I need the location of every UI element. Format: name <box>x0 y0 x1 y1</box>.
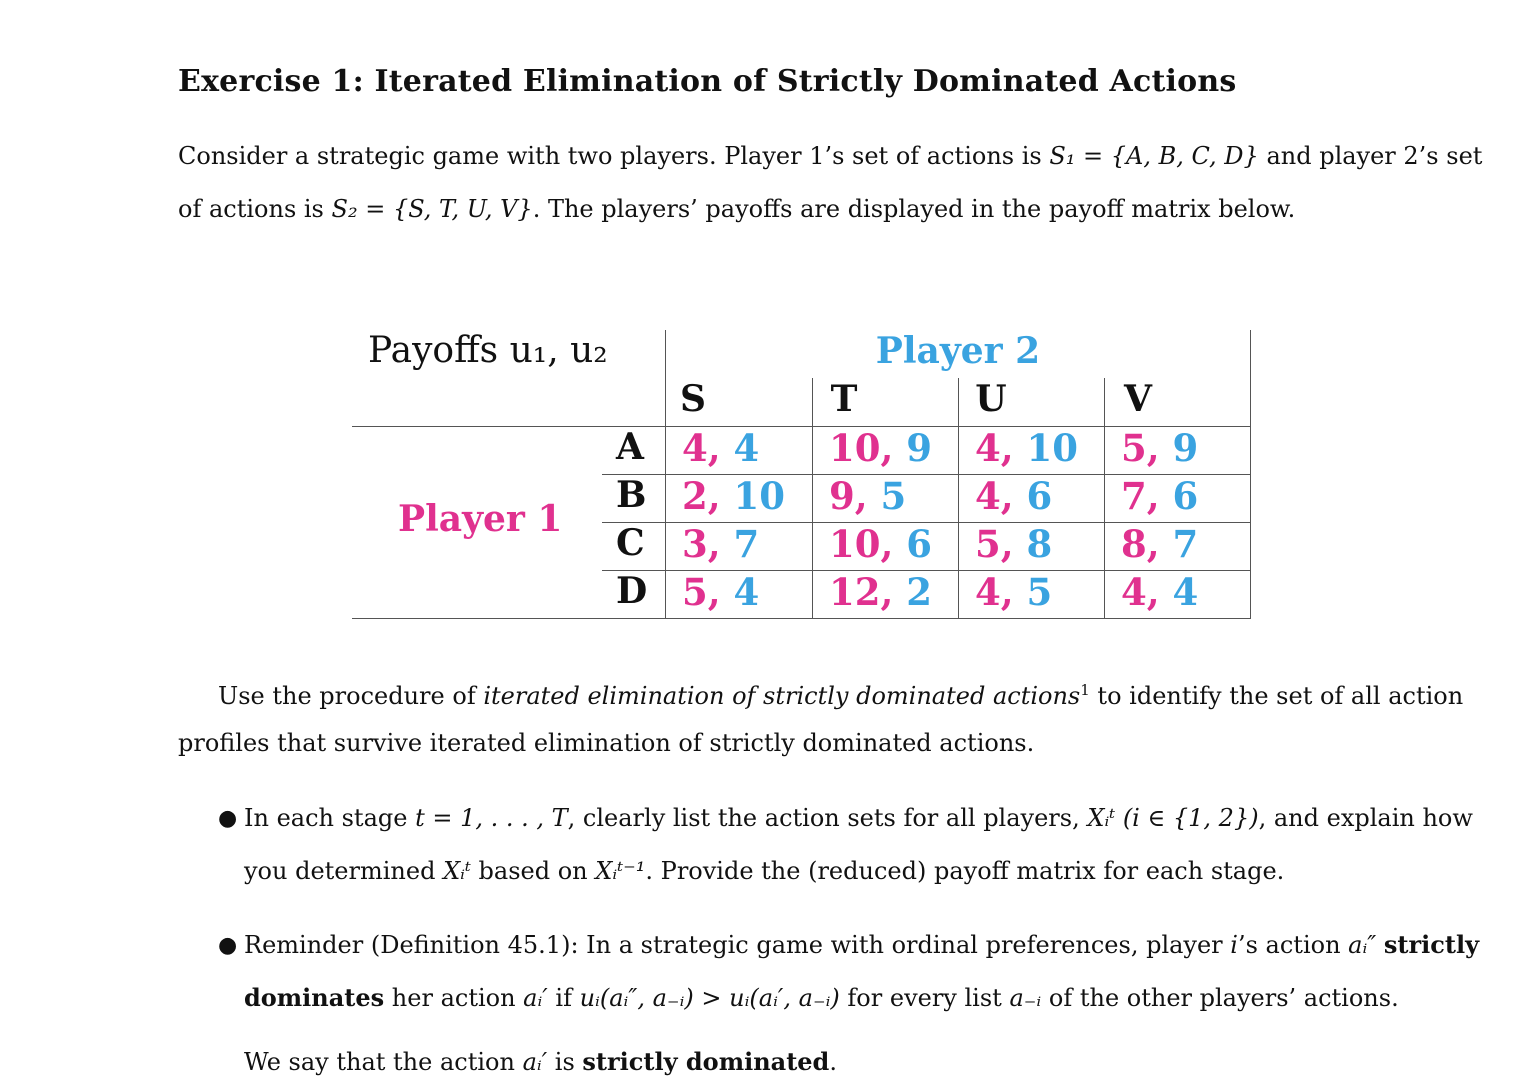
bullet-text: , and explain how <box>1258 804 1473 832</box>
row-header-a: A <box>616 426 644 468</box>
column-header-u: U <box>975 378 1007 420</box>
math-stages: t = 1, . . . , T <box>415 804 568 832</box>
payoff-separator: , <box>1000 570 1027 614</box>
payoff-cell <box>975 522 1052 566</box>
footnote-marker: 1 <box>1080 681 1090 699</box>
payoff-player1: 4 <box>975 570 1001 614</box>
task-emphasis: iterated elimination of strictly dominated actions <box>483 682 1081 710</box>
payoff-player1: 10 <box>829 522 881 566</box>
matrix-hline <box>352 618 1251 619</box>
payoff-player2: 9 <box>1172 426 1199 470</box>
math-i: i <box>1230 931 1238 959</box>
intro-text: Consider a strategic game with two players. Player 1’s set of actions is <box>178 142 1050 170</box>
bullet-text: if <box>547 984 580 1012</box>
column-header-v: V <box>1124 378 1152 420</box>
exercise-title: Exercise 1: Iterated Elimination of Strictly Dominated Actions <box>178 64 1237 99</box>
bullet-text: of the other players’ actions. <box>1041 984 1399 1012</box>
payoff-cell <box>1121 474 1198 518</box>
payoff-cell <box>1121 522 1198 566</box>
bullet-text: Reminder (Definition 45.1): In a strategic game with ordinal preferences, player <box>244 931 1231 959</box>
row-header-b: B <box>616 474 647 516</box>
payoff-separator: , <box>707 474 734 518</box>
payoff-player2: 6 <box>1172 474 1199 518</box>
task-text: Use the procedure of <box>218 682 484 710</box>
bullet-text: , clearly list the action sets for all players, <box>567 804 1088 832</box>
bullet-text: based on <box>470 857 596 885</box>
bullet-text: We say that the action <box>244 1048 523 1076</box>
bullet1-line-2 <box>244 859 1284 883</box>
payoff-cell <box>682 522 759 566</box>
math-a-prime: aᵢ′ <box>523 984 548 1012</box>
bullet-text: In each stage <box>244 804 416 832</box>
payoff-cell <box>975 474 1052 518</box>
payoff-player2: 4 <box>1172 570 1199 614</box>
payoff-cell <box>829 474 906 518</box>
intro-text: . The players’ payoffs are displayed in the payoff matrix below. <box>532 195 1296 223</box>
payoff-cell <box>829 522 932 566</box>
payoff-separator: , <box>1146 522 1173 566</box>
bullet-text: for every list <box>839 984 1010 1012</box>
bullet-text: her action <box>384 984 524 1012</box>
payoff-player1: 4 <box>975 426 1001 470</box>
payoff-separator: , <box>1000 426 1027 470</box>
payoff-player2: 10 <box>1026 426 1079 470</box>
payoff-player2: 9 <box>906 426 933 470</box>
payoff-separator: , <box>854 474 881 518</box>
payoff-player2: 4 <box>733 426 760 470</box>
bold-term: dominates <box>244 983 385 1012</box>
payoff-separator: , <box>1146 474 1173 518</box>
bullet-text: ’s action <box>1237 931 1349 959</box>
payoff-separator: , <box>707 570 734 614</box>
math-xit: Xᵢᵗ <box>443 857 471 885</box>
payoff-player1: 7 <box>1121 474 1147 518</box>
payoff-player1: 10 <box>829 426 881 470</box>
payoff-cell <box>975 570 1052 614</box>
intro-text: of actions is <box>178 195 332 223</box>
bullet2-line-2 <box>244 983 1399 1012</box>
payoff-player1: 9 <box>829 474 855 518</box>
row-header-c: C <box>616 522 645 564</box>
math-a-double-prime: aᵢ″ <box>1348 931 1377 959</box>
bullet-text: is <box>547 1048 583 1076</box>
bold-term: strictly dominated <box>582 1047 830 1076</box>
payoff-player2: 7 <box>733 522 760 566</box>
payoff-separator: , <box>880 522 907 566</box>
payoff-separator: , <box>1146 570 1173 614</box>
payoff-player1: 4 <box>975 474 1001 518</box>
payoff-separator: , <box>1000 522 1027 566</box>
math-inequality: uᵢ(aᵢ″, a₋ᵢ) > uᵢ(aᵢ′, a₋ᵢ) <box>579 984 840 1012</box>
bullet1-line-1 <box>244 806 1473 830</box>
math-s2: S₂ = {S, T, U, V} <box>331 195 533 223</box>
payoff-cell <box>682 426 759 470</box>
payoff-player1: 12 <box>829 570 881 614</box>
payoff-cell <box>682 570 759 614</box>
payoff-cell <box>829 570 932 614</box>
task-line-1 <box>218 678 1463 708</box>
column-header-t: T <box>830 378 858 420</box>
row-header-d: D <box>616 570 648 612</box>
payoff-player1: 5 <box>975 522 1001 566</box>
payoff-separator: , <box>707 426 734 470</box>
payoff-player2: 8 <box>1026 522 1053 566</box>
payoff-player1: 4 <box>682 426 708 470</box>
task-text: to identify the set of all action <box>1089 682 1464 710</box>
payoff-cell <box>682 474 785 518</box>
payoff-player1: 4 <box>1121 570 1147 614</box>
bullet-text: . Provide the (reduced) payoff matrix for each stage. <box>645 857 1285 885</box>
matrix-vline <box>1104 378 1105 619</box>
matrix-hline <box>352 426 1251 427</box>
math-action-sets: Xᵢᵗ (i ∈ {1, 2}) <box>1087 804 1259 832</box>
payoff-player2: 4 <box>733 570 760 614</box>
matrix-vline <box>958 378 959 619</box>
payoff-player1: 8 <box>1121 522 1147 566</box>
payoff-player1: 2 <box>682 474 708 518</box>
bullet-text: you determined <box>244 857 444 885</box>
payoff-player1: 5 <box>1121 426 1147 470</box>
player1-label: Player 1 <box>398 498 563 540</box>
payoff-separator: , <box>1000 474 1027 518</box>
bullet-dot: ● <box>218 806 238 831</box>
payoff-player2: 2 <box>906 570 933 614</box>
payoff-player2: 10 <box>733 474 786 518</box>
bullet2-line-3 <box>244 1047 837 1076</box>
bullet-text: . <box>829 1048 837 1076</box>
task-line-2: profiles that survive iterated elimination of strictly dominated actions. <box>178 729 1035 757</box>
player2-label: Player 2 <box>875 330 1041 372</box>
payoff-cell <box>975 426 1078 470</box>
payoff-separator: , <box>880 570 907 614</box>
payoff-player2: 6 <box>906 522 933 566</box>
bold-term: strictly <box>1383 930 1480 959</box>
payoff-cell <box>829 426 932 470</box>
intro-line-1 <box>178 144 1482 168</box>
payoff-cell <box>1121 426 1198 470</box>
payoff-separator: , <box>707 522 734 566</box>
intro-line-2 <box>178 197 1295 221</box>
intro-text: and player 2’s set <box>1258 142 1483 170</box>
bullet2-line-1 <box>244 930 1480 959</box>
payoff-player1: 5 <box>682 570 708 614</box>
payoff-player2: 5 <box>1026 570 1053 614</box>
column-header-s: S <box>680 378 706 420</box>
payoffs-corner-label: Payoffs u₁, u₂ <box>368 330 608 371</box>
payoff-player1: 3 <box>682 522 708 566</box>
math-s1: S₁ = {A, B, C, D} <box>1049 142 1259 170</box>
payoff-player2: 5 <box>880 474 907 518</box>
math-xit-prev: Xᵢᵗ⁻¹ <box>595 857 646 885</box>
payoff-separator: , <box>880 426 907 470</box>
payoff-player2: 7 <box>1172 522 1199 566</box>
payoff-cell <box>1121 570 1198 614</box>
math-a-minus-i: a₋ᵢ <box>1009 984 1042 1012</box>
math-a-prime: aᵢ′ <box>522 1048 548 1076</box>
payoff-player2: 6 <box>1026 474 1053 518</box>
matrix-vline <box>812 378 813 619</box>
payoff-separator: , <box>1146 426 1173 470</box>
bullet-dot: ● <box>218 933 238 958</box>
